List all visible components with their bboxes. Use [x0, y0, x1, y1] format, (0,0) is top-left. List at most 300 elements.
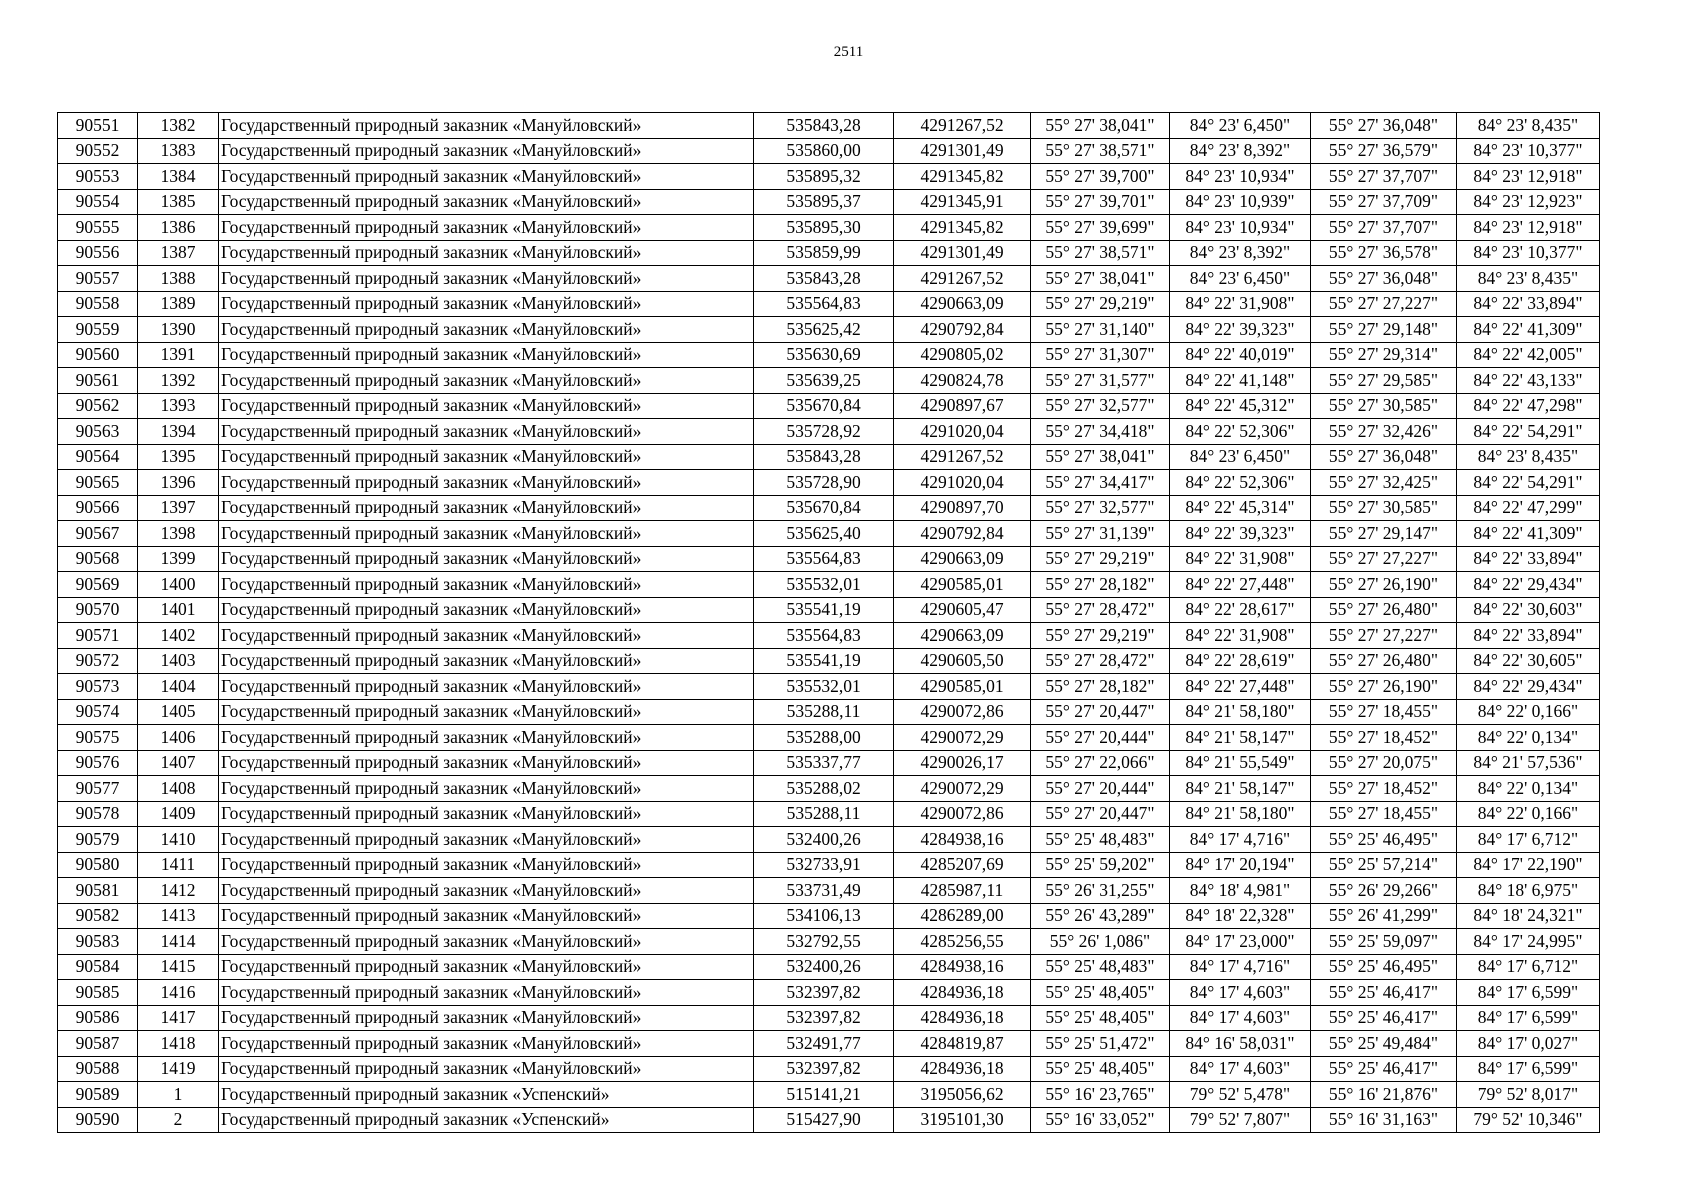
cell-record-id: 90554: [58, 189, 138, 215]
cell-longitude-2: 84° 23' 12,918": [1457, 215, 1600, 241]
cell-longitude-2: 84° 22' 0,166": [1457, 699, 1600, 725]
cell-reserve-name: Государственный природный заказник «Мануйловский»: [219, 929, 754, 955]
cell-reserve-name: Государственный природный заказник «Мануйловский»: [219, 113, 754, 139]
table-row: [58, 240, 1600, 266]
cell-latitude-2: 55° 27' 36,048": [1311, 444, 1457, 470]
table-row: [58, 393, 1600, 419]
cell-coord-y: 4284938,16: [894, 954, 1031, 980]
table-row: [58, 546, 1600, 572]
cell-latitude-2: 55° 27' 26,480": [1311, 597, 1457, 623]
cell-longitude-2: 84° 22' 54,291": [1457, 470, 1600, 496]
cell-point-number: 1405: [138, 699, 219, 725]
cell-latitude-2: 55° 25' 57,214": [1311, 852, 1457, 878]
cell-reserve-name: Государственный природный заказник «Мануйловский»: [219, 215, 754, 241]
cell-longitude-1: 84° 17' 4,603": [1170, 1056, 1311, 1082]
cell-coord-x: 535728,92: [754, 419, 894, 445]
cell-coord-x: 535288,02: [754, 776, 894, 802]
cell-reserve-name: Государственный природный заказник «Мануйловский»: [219, 1056, 754, 1082]
cell-record-id: 90561: [58, 368, 138, 394]
cell-longitude-1: 84° 17' 4,716": [1170, 827, 1311, 853]
cell-coord-x: 535541,19: [754, 648, 894, 674]
cell-reserve-name: Государственный природный заказник «Мануйловский»: [219, 623, 754, 649]
cell-longitude-1: 84° 22' 52,306": [1170, 470, 1311, 496]
cell-longitude-1: 84° 17' 20,194": [1170, 852, 1311, 878]
cell-latitude-1: 55° 27' 31,307": [1031, 342, 1170, 368]
cell-reserve-name: Государственный природный заказник «Мануйловский»: [219, 801, 754, 827]
cell-coord-x: 532397,82: [754, 980, 894, 1006]
cell-latitude-1: 55° 27' 38,041": [1031, 113, 1170, 139]
cell-coord-y: 4285987,11: [894, 878, 1031, 904]
cell-coord-y: 4290792,84: [894, 317, 1031, 343]
cell-reserve-name: Государственный природный заказник «Мануйловский»: [219, 750, 754, 776]
cell-reserve-name: Государственный природный заказник «Успенский»: [219, 1082, 754, 1108]
table-row: [58, 113, 1600, 139]
cell-longitude-2: 84° 22' 33,894": [1457, 623, 1600, 649]
cell-latitude-1: 55° 27' 31,139": [1031, 521, 1170, 547]
cell-record-id: 90578: [58, 801, 138, 827]
table-row: [58, 954, 1600, 980]
cell-latitude-2: 55° 26' 29,266": [1311, 878, 1457, 904]
cell-reserve-name: Государственный природный заказник «Мануйловский»: [219, 342, 754, 368]
cell-record-id: 90568: [58, 546, 138, 572]
cell-coord-y: 4290072,29: [894, 776, 1031, 802]
cell-point-number: 1383: [138, 138, 219, 164]
cell-latitude-2: 55° 25' 59,097": [1311, 929, 1457, 955]
cell-longitude-1: 84° 18' 4,981": [1170, 878, 1311, 904]
cell-reserve-name: Государственный природный заказник «Мануйловский»: [219, 597, 754, 623]
table-row: [58, 1082, 1600, 1108]
cell-reserve-name: Государственный природный заказник «Мануйловский»: [219, 980, 754, 1006]
cell-reserve-name: Государственный природный заказник «Успенский»: [219, 1107, 754, 1133]
cell-reserve-name: Государственный природный заказник «Мануйловский»: [219, 699, 754, 725]
cell-record-id: 90559: [58, 317, 138, 343]
table-row: [58, 368, 1600, 394]
cell-longitude-2: 84° 22' 33,894": [1457, 546, 1600, 572]
cell-reserve-name: Государственный природный заказник «Мануйловский»: [219, 852, 754, 878]
cell-latitude-2: 55° 27' 30,585": [1311, 393, 1457, 419]
cell-longitude-1: 84° 21' 55,549": [1170, 750, 1311, 776]
table-row: [58, 852, 1600, 878]
cell-coord-x: 535895,37: [754, 189, 894, 215]
cell-coord-y: 4290072,86: [894, 801, 1031, 827]
cell-latitude-1: 55° 16' 23,765": [1031, 1082, 1170, 1108]
cell-latitude-2: 55° 27' 36,048": [1311, 266, 1457, 292]
cell-longitude-1: 84° 22' 31,908": [1170, 291, 1311, 317]
cell-record-id: 90557: [58, 266, 138, 292]
cell-latitude-2: 55° 27' 29,147": [1311, 521, 1457, 547]
cell-record-id: 90565: [58, 470, 138, 496]
cell-reserve-name: Государственный природный заказник «Мануйловский»: [219, 648, 754, 674]
cell-longitude-2: 84° 22' 42,005": [1457, 342, 1600, 368]
table-row: [58, 1005, 1600, 1031]
cell-coord-y: 4290072,86: [894, 699, 1031, 725]
cell-latitude-2: 55° 27' 36,579": [1311, 138, 1457, 164]
cell-record-id: 90575: [58, 725, 138, 751]
cell-reserve-name: Государственный природный заказник «Мануйловский»: [219, 1005, 754, 1031]
cell-coord-y: 4291020,04: [894, 419, 1031, 445]
table-row: [58, 215, 1600, 241]
cell-coord-x: 535625,40: [754, 521, 894, 547]
cell-record-id: 90572: [58, 648, 138, 674]
cell-point-number: 1410: [138, 827, 219, 853]
cell-latitude-2: 55° 27' 32,425": [1311, 470, 1457, 496]
cell-latitude-1: 55° 26' 43,289": [1031, 903, 1170, 929]
cell-latitude-1: 55° 27' 38,041": [1031, 266, 1170, 292]
cell-latitude-1: 55° 27' 38,041": [1031, 444, 1170, 470]
table-row: [58, 189, 1600, 215]
cell-longitude-2: 84° 18' 6,975": [1457, 878, 1600, 904]
cell-latitude-1: 55° 27' 28,182": [1031, 572, 1170, 598]
table-row: [58, 597, 1600, 623]
cell-longitude-1: 84° 23' 6,450": [1170, 444, 1311, 470]
cell-latitude-2: 55° 27' 27,227": [1311, 546, 1457, 572]
cell-latitude-1: 55° 27' 28,182": [1031, 674, 1170, 700]
cell-longitude-1: 84° 17' 4,603": [1170, 1005, 1311, 1031]
cell-record-id: 90586: [58, 1005, 138, 1031]
cell-record-id: 90567: [58, 521, 138, 547]
cell-coord-x: 532733,91: [754, 852, 894, 878]
cell-coord-x: 532792,55: [754, 929, 894, 955]
cell-reserve-name: Государственный природный заказник «Мануйловский»: [219, 521, 754, 547]
table-row: [58, 750, 1600, 776]
cell-longitude-1: 84° 23' 6,450": [1170, 113, 1311, 139]
cell-record-id: 90585: [58, 980, 138, 1006]
cell-latitude-1: 55° 25' 48,483": [1031, 954, 1170, 980]
cell-longitude-2: 79° 52' 8,017": [1457, 1082, 1600, 1108]
cell-record-id: 90580: [58, 852, 138, 878]
cell-longitude-1: 84° 22' 52,306": [1170, 419, 1311, 445]
cell-latitude-1: 55° 27' 32,577": [1031, 393, 1170, 419]
cell-reserve-name: Государственный природный заказник «Мануйловский»: [219, 878, 754, 904]
cell-coord-x: 535625,42: [754, 317, 894, 343]
cell-longitude-2: 84° 22' 30,603": [1457, 597, 1600, 623]
cell-latitude-1: 55° 25' 59,202": [1031, 852, 1170, 878]
cell-longitude-1: 84° 22' 39,323": [1170, 521, 1311, 547]
cell-latitude-1: 55° 27' 31,577": [1031, 368, 1170, 394]
cell-coord-x: 535564,83: [754, 291, 894, 317]
table-row: [58, 291, 1600, 317]
cell-latitude-2: 55° 26' 41,299": [1311, 903, 1457, 929]
cell-coord-y: 4290026,17: [894, 750, 1031, 776]
cell-point-number: 1391: [138, 342, 219, 368]
cell-coord-y: 4284936,18: [894, 1005, 1031, 1031]
cell-latitude-1: 55° 27' 38,571": [1031, 240, 1170, 266]
cell-point-number: 1409: [138, 801, 219, 827]
cell-longitude-2: 84° 22' 47,298": [1457, 393, 1600, 419]
cell-point-number: 1393: [138, 393, 219, 419]
cell-longitude-2: 84° 17' 0,027": [1457, 1031, 1600, 1057]
cell-record-id: 90563: [58, 419, 138, 445]
cell-record-id: 90588: [58, 1056, 138, 1082]
cell-longitude-1: 84° 22' 41,148": [1170, 368, 1311, 394]
cell-latitude-1: 55° 25' 48,405": [1031, 980, 1170, 1006]
table-row: [58, 699, 1600, 725]
cell-point-number: 1389: [138, 291, 219, 317]
cell-point-number: 1382: [138, 113, 219, 139]
cell-longitude-2: 84° 17' 6,599": [1457, 1056, 1600, 1082]
cell-longitude-1: 79° 52' 7,807": [1170, 1107, 1311, 1133]
cell-coord-x: 535843,28: [754, 444, 894, 470]
cell-reserve-name: Государственный природный заказник «Мануйловский»: [219, 368, 754, 394]
cell-record-id: 90589: [58, 1082, 138, 1108]
cell-latitude-2: 55° 27' 32,426": [1311, 419, 1457, 445]
cell-longitude-1: 84° 22' 31,908": [1170, 546, 1311, 572]
cell-record-id: 90570: [58, 597, 138, 623]
cell-point-number: 1394: [138, 419, 219, 445]
cell-point-number: 1402: [138, 623, 219, 649]
cell-longitude-1: 84° 22' 28,619": [1170, 648, 1311, 674]
cell-latitude-2: 55° 25' 46,417": [1311, 1056, 1457, 1082]
cell-latitude-1: 55° 25' 48,483": [1031, 827, 1170, 853]
cell-latitude-1: 55° 27' 29,219": [1031, 546, 1170, 572]
cell-record-id: 90552: [58, 138, 138, 164]
table-row: [58, 1056, 1600, 1082]
cell-longitude-1: 84° 23' 6,450": [1170, 266, 1311, 292]
cell-point-number: 1386: [138, 215, 219, 241]
cell-latitude-1: 55° 27' 28,472": [1031, 597, 1170, 623]
cell-point-number: 1395: [138, 444, 219, 470]
table-row: [58, 648, 1600, 674]
cell-reserve-name: Государственный природный заказник «Мануйловский»: [219, 954, 754, 980]
cell-record-id: 90581: [58, 878, 138, 904]
cell-coord-y: 4286289,00: [894, 903, 1031, 929]
cell-latitude-1: 55° 27' 32,577": [1031, 495, 1170, 521]
cell-latitude-2: 55° 16' 21,876": [1311, 1082, 1457, 1108]
table-row: [58, 495, 1600, 521]
cell-record-id: 90577: [58, 776, 138, 802]
cell-coord-y: 4290663,09: [894, 291, 1031, 317]
cell-point-number: 1400: [138, 572, 219, 598]
cell-coord-x: 535670,84: [754, 495, 894, 521]
cell-reserve-name: Государственный природный заказник «Мануйловский»: [219, 444, 754, 470]
cell-reserve-name: Государственный природный заказник «Мануйловский»: [219, 725, 754, 751]
cell-longitude-2: 84° 17' 6,712": [1457, 827, 1600, 853]
cell-reserve-name: Государственный природный заказник «Мануйловский»: [219, 903, 754, 929]
cell-point-number: 1407: [138, 750, 219, 776]
cell-latitude-2: 55° 25' 46,417": [1311, 1005, 1457, 1031]
cell-latitude-2: 55° 27' 36,048": [1311, 113, 1457, 139]
cell-coord-y: 4290605,47: [894, 597, 1031, 623]
cell-latitude-2: 55° 27' 26,190": [1311, 572, 1457, 598]
table-row: [58, 674, 1600, 700]
cell-coord-x: 535532,01: [754, 572, 894, 598]
cell-record-id: 90583: [58, 929, 138, 955]
cell-longitude-1: 84° 23' 10,934": [1170, 215, 1311, 241]
cell-latitude-1: 55° 27' 20,447": [1031, 699, 1170, 725]
cell-record-id: 90582: [58, 903, 138, 929]
cell-longitude-2: 84° 17' 6,712": [1457, 954, 1600, 980]
cell-coord-y: 4291345,82: [894, 164, 1031, 190]
table-row: [58, 801, 1600, 827]
cell-reserve-name: Государственный природный заказник «Мануйловский»: [219, 546, 754, 572]
cell-coord-x: 535288,11: [754, 801, 894, 827]
cell-longitude-1: 84° 21' 58,147": [1170, 776, 1311, 802]
cell-point-number: 1406: [138, 725, 219, 751]
cell-reserve-name: Государственный природный заказник «Мануйловский»: [219, 240, 754, 266]
cell-longitude-1: 84° 22' 39,323": [1170, 317, 1311, 343]
cell-record-id: 90562: [58, 393, 138, 419]
cell-record-id: 90558: [58, 291, 138, 317]
cell-longitude-2: 84° 22' 41,309": [1457, 317, 1600, 343]
cell-longitude-2: 84° 22' 0,134": [1457, 776, 1600, 802]
cell-longitude-2: 84° 21' 57,536": [1457, 750, 1600, 776]
cell-coord-x: 534106,13: [754, 903, 894, 929]
cell-longitude-1: 84° 23' 10,934": [1170, 164, 1311, 190]
cell-coord-y: 4291345,82: [894, 215, 1031, 241]
cell-latitude-2: 55° 27' 27,227": [1311, 623, 1457, 649]
cell-longitude-1: 84° 23' 8,392": [1170, 138, 1311, 164]
table-row: [58, 521, 1600, 547]
cell-reserve-name: Государственный природный заказник «Мануйловский»: [219, 164, 754, 190]
cell-longitude-2: 84° 18' 24,321": [1457, 903, 1600, 929]
table-row: [58, 776, 1600, 802]
cell-point-number: 1: [138, 1082, 219, 1108]
cell-coord-x: 535337,77: [754, 750, 894, 776]
cell-record-id: 90555: [58, 215, 138, 241]
cell-coord-x: 535564,83: [754, 546, 894, 572]
cell-point-number: 1414: [138, 929, 219, 955]
cell-point-number: 1398: [138, 521, 219, 547]
cell-longitude-2: 84° 22' 33,894": [1457, 291, 1600, 317]
cell-longitude-1: 84° 23' 10,939": [1170, 189, 1311, 215]
table-row: [58, 878, 1600, 904]
cell-latitude-1: 55° 27' 20,444": [1031, 725, 1170, 751]
cell-coord-x: 532491,77: [754, 1031, 894, 1057]
cell-reserve-name: Государственный природный заказник «Мануйловский»: [219, 419, 754, 445]
cell-latitude-2: 55° 27' 18,455": [1311, 801, 1457, 827]
cell-record-id: 90576: [58, 750, 138, 776]
cell-point-number: 1384: [138, 164, 219, 190]
cell-latitude-2: 55° 25' 46,495": [1311, 954, 1457, 980]
cell-latitude-2: 55° 25' 46,417": [1311, 980, 1457, 1006]
cell-coord-y: 4290585,01: [894, 674, 1031, 700]
table-row: [58, 623, 1600, 649]
cell-coord-y: 4291267,52: [894, 113, 1031, 139]
cell-longitude-2: 84° 17' 24,995": [1457, 929, 1600, 955]
cell-longitude-2: 84° 23' 8,435": [1457, 266, 1600, 292]
table-row: [58, 342, 1600, 368]
cell-point-number: 1417: [138, 1005, 219, 1031]
cell-point-number: 1408: [138, 776, 219, 802]
cell-coord-x: 515427,90: [754, 1107, 894, 1133]
cell-point-number: 1412: [138, 878, 219, 904]
cell-longitude-1: 84° 17' 4,716": [1170, 954, 1311, 980]
cell-coord-x: 535728,90: [754, 470, 894, 496]
cell-point-number: 1415: [138, 954, 219, 980]
cell-latitude-2: 55° 27' 26,480": [1311, 648, 1457, 674]
cell-record-id: 90579: [58, 827, 138, 853]
cell-longitude-2: 84° 22' 54,291": [1457, 419, 1600, 445]
cell-latitude-2: 55° 27' 18,455": [1311, 699, 1457, 725]
cell-longitude-1: 84° 17' 23,000": [1170, 929, 1311, 955]
cell-record-id: 90573: [58, 674, 138, 700]
cell-reserve-name: Государственный природный заказник «Мануйловский»: [219, 317, 754, 343]
cell-coord-y: 4291267,52: [894, 266, 1031, 292]
cell-reserve-name: Государственный природный заказник «Мануйловский»: [219, 827, 754, 853]
cell-coord-y: 4285207,69: [894, 852, 1031, 878]
cell-longitude-2: 84° 22' 0,134": [1457, 725, 1600, 751]
cell-latitude-2: 55° 27' 18,452": [1311, 776, 1457, 802]
cell-longitude-1: 84° 16' 58,031": [1170, 1031, 1311, 1057]
cell-latitude-1: 55° 25' 51,472": [1031, 1031, 1170, 1057]
table-row: [58, 470, 1600, 496]
cell-latitude-1: 55° 27' 20,444": [1031, 776, 1170, 802]
cell-coord-x: 532400,26: [754, 827, 894, 853]
cell-point-number: 1419: [138, 1056, 219, 1082]
cell-latitude-2: 55° 25' 46,495": [1311, 827, 1457, 853]
cell-latitude-2: 55° 27' 20,075": [1311, 750, 1457, 776]
table-row: [58, 444, 1600, 470]
cell-latitude-1: 55° 26' 31,255": [1031, 878, 1170, 904]
cell-latitude-1: 55° 27' 34,417": [1031, 470, 1170, 496]
cell-reserve-name: Государственный природный заказник «Мануйловский»: [219, 266, 754, 292]
cell-reserve-name: Государственный природный заказник «Мануйловский»: [219, 138, 754, 164]
table-row: [58, 419, 1600, 445]
cell-coord-x: 535843,28: [754, 266, 894, 292]
cell-latitude-2: 55° 27' 27,227": [1311, 291, 1457, 317]
cell-point-number: 1397: [138, 495, 219, 521]
cell-point-number: 1401: [138, 597, 219, 623]
cell-point-number: 1404: [138, 674, 219, 700]
cell-latitude-2: 55° 27' 36,578": [1311, 240, 1457, 266]
cell-point-number: 1385: [138, 189, 219, 215]
cell-record-id: 90569: [58, 572, 138, 598]
cell-point-number: 1390: [138, 317, 219, 343]
cell-coord-y: 3195056,62: [894, 1082, 1031, 1108]
cell-latitude-1: 55° 27' 39,699": [1031, 215, 1170, 241]
cell-latitude-2: 55° 27' 29,148": [1311, 317, 1457, 343]
cell-point-number: 1416: [138, 980, 219, 1006]
cell-point-number: 1396: [138, 470, 219, 496]
cell-coord-x: 535895,30: [754, 215, 894, 241]
cell-latitude-2: 55° 27' 29,314": [1311, 342, 1457, 368]
table-row: [58, 572, 1600, 598]
cell-reserve-name: Государственный природный заказник «Мануйловский»: [219, 393, 754, 419]
table-row: [58, 725, 1600, 751]
cell-coord-x: 535630,69: [754, 342, 894, 368]
cell-latitude-1: 55° 27' 28,472": [1031, 648, 1170, 674]
cell-longitude-2: 79° 52' 10,346": [1457, 1107, 1600, 1133]
cell-coord-x: 535288,00: [754, 725, 894, 751]
cell-coord-x: 532397,82: [754, 1056, 894, 1082]
cell-longitude-2: 84° 23' 10,377": [1457, 138, 1600, 164]
table-row: [58, 903, 1600, 929]
cell-reserve-name: Государственный природный заказник «Мануйловский»: [219, 572, 754, 598]
cell-longitude-1: 84° 18' 22,328": [1170, 903, 1311, 929]
table-row: [58, 266, 1600, 292]
table-row: [58, 827, 1600, 853]
table-row: [58, 317, 1600, 343]
cell-coord-x: 515141,21: [754, 1082, 894, 1108]
cell-point-number: 1399: [138, 546, 219, 572]
cell-latitude-1: 55° 27' 22,066": [1031, 750, 1170, 776]
cell-latitude-1: 55° 26' 1,086": [1031, 929, 1170, 955]
cell-record-id: 90587: [58, 1031, 138, 1057]
cell-longitude-2: 84° 22' 43,133": [1457, 368, 1600, 394]
cell-reserve-name: Государственный природный заказник «Мануйловский»: [219, 470, 754, 496]
cell-coord-y: 4284936,18: [894, 980, 1031, 1006]
cell-coord-x: 535288,11: [754, 699, 894, 725]
cell-latitude-2: 55° 27' 37,709": [1311, 189, 1457, 215]
cell-longitude-2: 84° 23' 8,435": [1457, 444, 1600, 470]
cell-record-id: 90553: [58, 164, 138, 190]
cell-coord-y: 4290663,09: [894, 623, 1031, 649]
cell-coord-x: 535532,01: [754, 674, 894, 700]
cell-point-number: 2: [138, 1107, 219, 1133]
cell-coord-y: 4291345,91: [894, 189, 1031, 215]
cell-reserve-name: Государственный природный заказник «Мануйловский»: [219, 189, 754, 215]
cell-longitude-2: 84° 17' 6,599": [1457, 980, 1600, 1006]
